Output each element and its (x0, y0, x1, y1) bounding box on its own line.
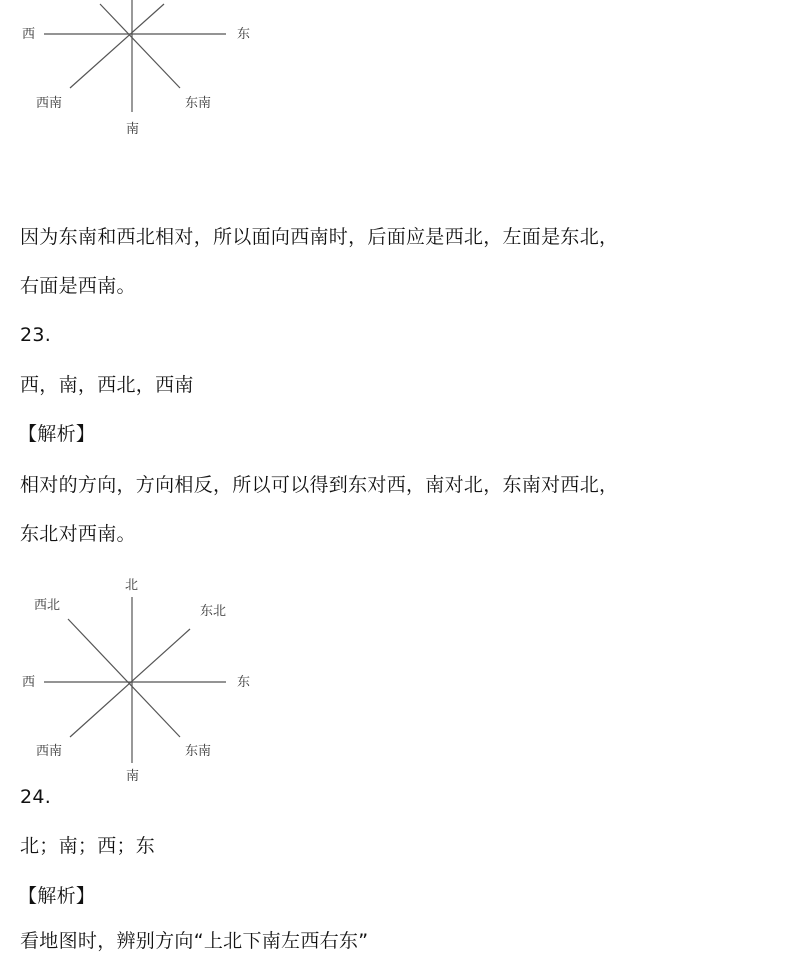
explanation-line: 相对的方向，方向相反，所以可以得到东对西，南对北，东南对西北， (20, 474, 619, 496)
compass-line-ne-sw (70, 629, 190, 737)
compass-label-southeast: 东南 (185, 96, 212, 111)
compass-label-southwest: 西南 (36, 744, 63, 759)
explanation-line: 右面是西南。 (20, 275, 136, 297)
compass-line-nw-se (100, 4, 180, 88)
compass-label-southeast: 东南 (185, 744, 212, 759)
compass-label-east: 东 (237, 675, 251, 690)
explanation-line: 看地图时，辨别方向“上北下南左西右东” (20, 930, 369, 952)
compass-diagram-top (0, 0, 270, 145)
compass-line-nw-se (68, 619, 180, 737)
compass-diagram (0, 565, 270, 790)
question-number: 23. (20, 324, 52, 346)
explanation-line: 因为东南和西北相对，所以面向西南时，后面应是西北，左面是东北， (20, 226, 619, 248)
compass-label-northwest: 西北 (34, 598, 61, 613)
compass-label-west: 西 (22, 27, 36, 42)
compass-label-south: 南 (126, 769, 140, 784)
answer-line: 北；南；西；东 (20, 835, 156, 857)
compass-label-east: 东 (237, 27, 251, 42)
compass-label-west: 西 (22, 675, 36, 690)
compass-label-southwest: 西南 (36, 96, 63, 111)
compass-label-south: 南 (126, 122, 140, 137)
analysis-heading: 【解析】 (18, 423, 96, 445)
compass-label-north: 北 (125, 578, 139, 593)
question-number: 24. (20, 786, 52, 808)
analysis-heading: 【解析】 (18, 885, 96, 907)
compass-line-ne-sw (70, 4, 164, 88)
compass-label-northeast: 东北 (200, 604, 227, 619)
answer-line: 西，南，西北，西南 (20, 374, 194, 396)
explanation-line: 东北对西南。 (20, 523, 136, 545)
